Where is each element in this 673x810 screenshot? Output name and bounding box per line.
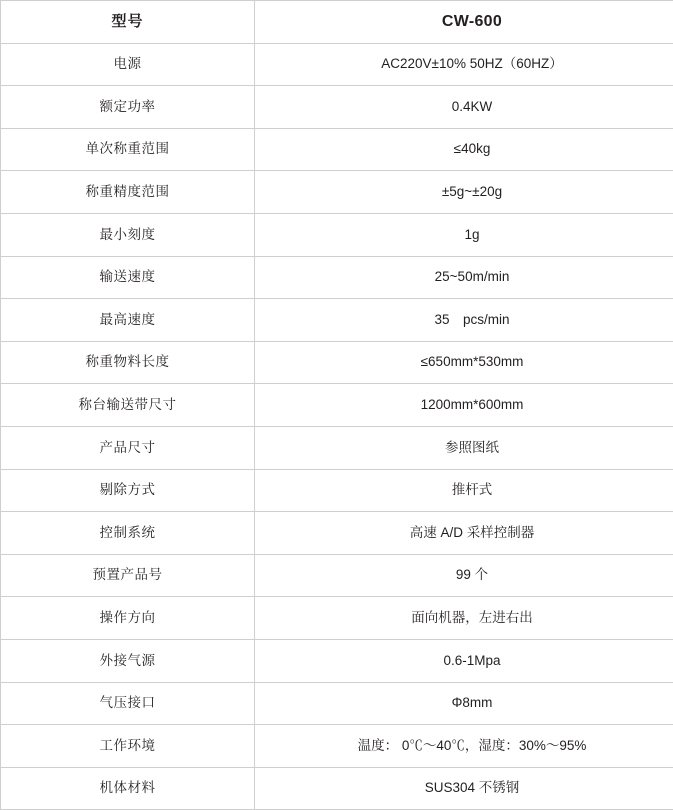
table-row [1, 767, 673, 810]
table-row [1, 341, 673, 384]
row-label-cell: 电源 [1, 43, 255, 86]
row-label-cell: 气压接口 [1, 682, 255, 725]
table-row [1, 597, 673, 640]
row-label-cell: 控制系统 [1, 512, 255, 555]
table-row [1, 256, 673, 299]
row-label-cell: 外接气源 [1, 639, 255, 682]
row-value-cell: 1200mm*600mm [255, 384, 673, 427]
row-value-cell: 0.6-1Mpa [255, 639, 673, 682]
row-label-cell: 称台输送带尺寸 [1, 384, 255, 427]
row-value-cell: 25~50m/min [255, 256, 673, 299]
row-value-cell: AC220V±10% 50HZ（60HZ） [255, 43, 673, 86]
row-value-cell: 推杆式 [255, 469, 673, 512]
table-row [1, 213, 673, 256]
row-value-cell: ≤40kg [255, 128, 673, 171]
row-value-cell: 面向机器，左进右出 [255, 597, 673, 640]
row-label-cell: 预置产品号 [1, 554, 255, 597]
row-label-cell: 最高速度 [1, 299, 255, 342]
table-row [1, 469, 673, 512]
row-label-cell: 称重精度范围 [1, 171, 255, 214]
table-row [1, 299, 673, 342]
table-row [1, 682, 673, 725]
table-row [1, 43, 673, 86]
header-value-cell: CW-600 [255, 1, 673, 44]
row-value-cell: 1g [255, 213, 673, 256]
row-value-cell: SUS304 不锈钢 [255, 767, 673, 810]
table-row [1, 171, 673, 214]
row-label-cell: 称重物料长度 [1, 341, 255, 384]
row-label-cell: 剔除方式 [1, 469, 255, 512]
row-label-cell: 单次称重范围 [1, 128, 255, 171]
table-row [1, 512, 673, 555]
table-row [1, 639, 673, 682]
table-body [1, 1, 673, 810]
row-value-cell: 35 pcs/min [255, 299, 673, 342]
table-row [1, 426, 673, 469]
header-label-cell: 型号 [1, 1, 255, 44]
table-row [1, 384, 673, 427]
table-row [1, 128, 673, 171]
row-value-cell: 99 个 [255, 554, 673, 597]
row-value-cell: 高速 A/D 采样控制器 [255, 512, 673, 555]
row-value-cell: 参照图纸 [255, 426, 673, 469]
row-label-cell: 产品尺寸 [1, 426, 255, 469]
row-label-cell: 机体材料 [1, 767, 255, 810]
row-value-cell: ≤650mm*530mm [255, 341, 673, 384]
row-label-cell: 输送速度 [1, 256, 255, 299]
table-row [1, 554, 673, 597]
row-label-cell: 工作环境 [1, 725, 255, 768]
row-label-cell: 额定功率 [1, 86, 255, 129]
table-header-row [1, 1, 673, 44]
row-label-cell: 最小刻度 [1, 213, 255, 256]
row-label-cell: 操作方向 [1, 597, 255, 640]
table-row [1, 86, 673, 129]
row-value-cell: ±5g~±20g [255, 171, 673, 214]
row-value-cell: 0.4KW [255, 86, 673, 129]
table-row [1, 725, 673, 768]
row-value-cell: Φ8mm [255, 682, 673, 725]
row-value-cell: 温度： 0℃～40℃，湿度：30%～95% [255, 725, 673, 768]
